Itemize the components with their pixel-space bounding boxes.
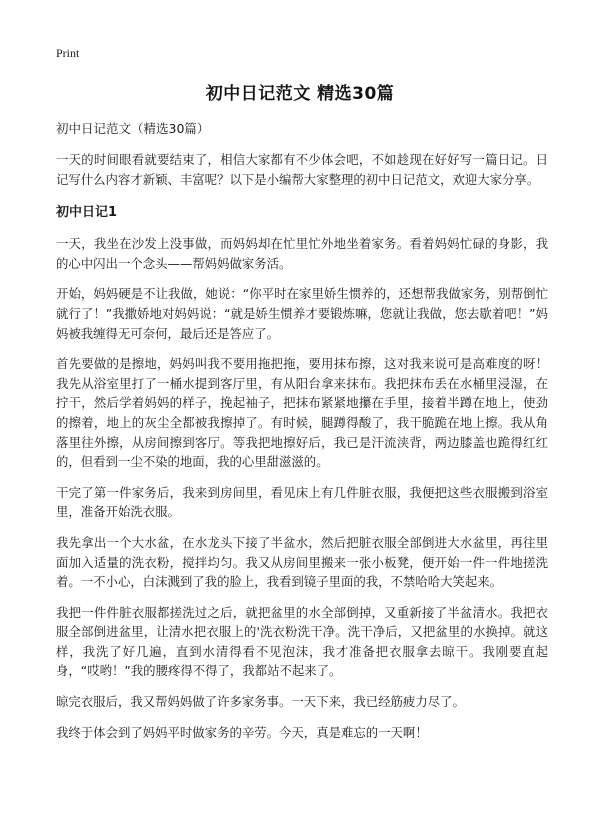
intro-paragraph: 一天的时间眼看就要结束了，相信大家都有不少体会吧，不如趁现在好好写一篇日记。日记写什么内容才新颖、丰富呢？以下是小编帮大家整理的初中日记范文，欢迎大家分享。 <box>56 152 548 187</box>
paragraph-3: 首先要做的是擦地，妈妈叫我不要用拖把拖，要用抹布擦，这对我来说可是高难度的呀！我先从浴室里打了一桶水提到客厅里，有从阳台拿来抹布。我把抹布丢在水桶里浸湿，在拧干，然后学着妈妈的样子，挽起袖子，把抹布紧紧地攥在手里，接着半蹲在地上，使劲的擦着，地上的灰尘全都被我擦掉了。有时候，腿蹲得酸了，我干脆跪在地上擦。我从角落里往外擦，从房间擦到客厅。等我把地擦好后，我已是汗流浃背，两边膝盖也跪得红红的，但看到一尘不染的地面，我的心里甜滋滋的。 <box>56 356 548 470</box>
article-body <box>56 120 548 753</box>
page-title: 初中日记范文 精选30篇 <box>205 84 395 104</box>
paragraph-6: 我把一件件脏衣服都搓洗过之后，就把盆里的水全部倒掉，又重新接了半盆清水。我把衣服全部倒进盆里，让清水把衣服上的'洗衣粉洗干净。洗干净后，又把盆里的水换掉。就这样，我洗了好几遍，直到水清得看不见泡沫，我才准备把衣服拿去晾干。我刚要直起身，“哎哟！”我的腰疼得不得了，我都站不起来了。 <box>56 604 548 679</box>
paragraph-5: 我先拿出一个大水盆，在水龙头下接了半盆水，然后把脏衣服全部倒进大水盆里，再往里面加入适量的洗衣粉，搅拌均匀。我又从房间里搬来一张小板凳，便开始一件一件地搓洗着。一不小心，白沫溅到了我的脸上，我看到镜子里面的我，不禁哈哈大笑起来。 <box>56 534 548 590</box>
article-subtitle: 初中日记范文（精选30篇） <box>56 121 210 136</box>
paragraph-4: 干完了第一件家务后，我来到房间里，看见床上有几件脏衣服，我便把这些衣服搬到浴室里，准备开始洗衣服。 <box>56 484 548 520</box>
section-heading: 初中日记1 <box>56 205 118 221</box>
paragraph-2: 开始，妈妈硬是不让我做，她说：“你平时在家里娇生惯养的，还想帮我做家务，别帮倒忙就行了！”我撒娇地对妈妈说：“就是娇生惯养才要锻炼嘛，您就让我做，您去歇着吧！”妈妈被我缠得无可奈何，最后还是答应了。 <box>56 286 548 341</box>
print-link[interactable]: Print <box>56 46 80 60</box>
paragraph-7: 晾完衣服后，我又帮妈妈做了许多家务事。一天下来，我已经筋疲力尽了。 <box>56 694 465 710</box>
paragraph-1: 一天，我坐在沙发上没事做，而妈妈却在忙里忙外地坐着家务。看着妈妈忙碌的身影，我的心中闪出一个念头——帮妈妈做家务活。 <box>56 236 548 271</box>
paragraph-8: 我终于体会到了妈妈平时做家务的辛劳。今天，真是难忘的一天啊！ <box>56 724 428 740</box>
